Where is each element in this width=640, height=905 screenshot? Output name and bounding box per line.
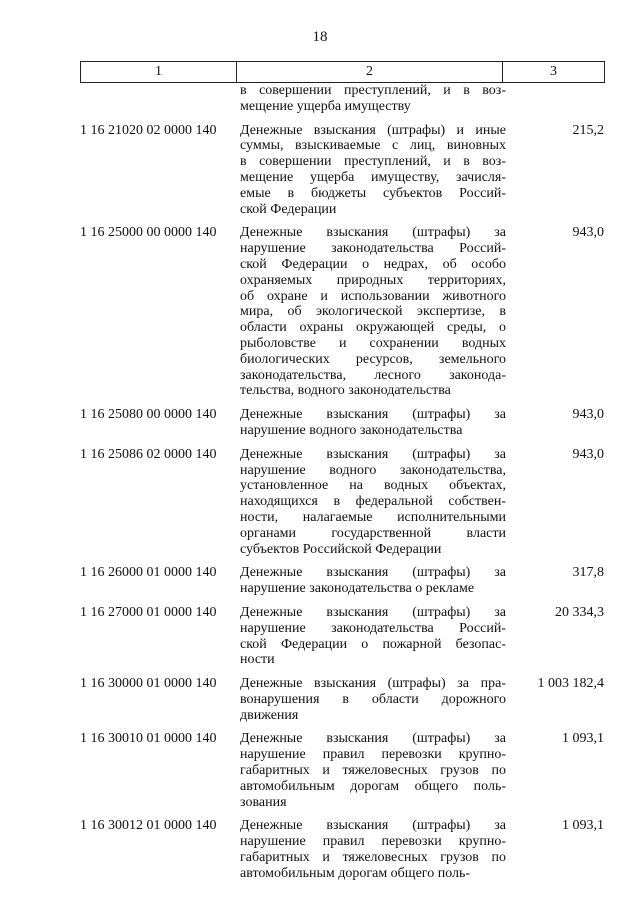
amount-value: 943,0	[572, 446, 604, 462]
revenue-name-line: об охране и использовании животного	[240, 288, 506, 304]
revenue-name-line: зования	[240, 794, 287, 810]
budget-code: 1 16 25086 02 0000 140	[80, 446, 217, 462]
revenue-name	[240, 217, 506, 399]
table-row	[80, 668, 604, 723]
revenue-name	[240, 810, 506, 881]
revenue-name-line: находящихся в федеральной собствен-	[240, 494, 506, 510]
table-row	[80, 399, 604, 439]
revenue-name-line: мещение ущерба имуществу, зачисля-	[240, 169, 506, 185]
table-row	[80, 597, 604, 668]
table-row	[80, 83, 604, 115]
amount-value: 1 093,1	[562, 731, 604, 747]
budget-code: 1 16 30010 01 0000 140	[80, 731, 217, 747]
revenue-name-line: Денежные взыскания (штрафы) за	[240, 407, 506, 423]
revenue-name	[240, 115, 506, 218]
table-row	[80, 115, 604, 218]
budget-code: 1 16 21020 02 0000 140	[80, 122, 217, 138]
budget-code	[80, 83, 240, 115]
revenue-name-line: в совершении преступлений, и в воз-	[240, 83, 506, 98]
revenue-name-line: Денежные взыскания (штрафы) за	[240, 818, 506, 834]
revenue-name-line: нарушение законодательства Россий-	[240, 241, 506, 257]
revenue-name-line: габаритных и тяжеловесных грузов по	[240, 850, 506, 866]
page-number: 18	[312, 29, 328, 45]
table-row	[80, 810, 604, 881]
revenue-name	[240, 83, 506, 115]
revenue-name-line: мещение ущерба имуществу	[240, 98, 411, 114]
amount-value: 943,0	[572, 225, 604, 241]
budget-code: 1 16 27000 01 0000 140	[80, 604, 217, 620]
revenue-name-line: ской Федерации о недрах, об особо	[240, 256, 506, 272]
column-header-3: 3	[503, 62, 605, 83]
revenue-name-line: рыболовстве и сохранении водных	[240, 335, 506, 351]
revenue-name-line: суммы, взыскиваемые с лиц, виновных	[240, 138, 506, 154]
revenue-name-line: габаритных и тяжеловесных грузов по	[240, 763, 506, 779]
revenue-name-line: вонарушения в области дорожного	[240, 691, 506, 707]
revenue-name-line: Денежные взыскания (штрафы) и иные	[240, 122, 506, 138]
revenue-name-line: нарушение правил перевозки крупно-	[240, 834, 506, 850]
revenue-name-line: автомобильным дорогам общего поль-	[240, 778, 506, 794]
amount-value	[506, 83, 604, 115]
revenue-name-line: ской Федерации о пожарной безопас-	[240, 636, 506, 652]
revenue-name-line: нарушение водного законодательства	[240, 422, 463, 438]
revenue-name-line: ности	[240, 652, 275, 668]
revenue-name-line: емые в бюджеты субъектов Россий-	[240, 185, 506, 201]
table-header	[80, 61, 605, 83]
revenue-name-line: тельства, водного законодательства	[240, 383, 451, 399]
amount-value: 1 003 182,4	[537, 676, 604, 692]
revenue-name-line: области охраны окружающей среды, о	[240, 320, 506, 336]
table-row	[80, 439, 604, 558]
revenue-name-line: органами государственной власти	[240, 525, 506, 541]
revenue-name	[240, 597, 506, 668]
revenue-table	[80, 83, 604, 882]
revenue-name-line: автомобильным дорогам общего поль-	[240, 865, 471, 881]
revenue-name-line: законодательства, лесного законода-	[240, 367, 506, 383]
amount-value: 215,2	[572, 122, 604, 138]
revenue-name	[240, 439, 506, 558]
revenue-name-line: биологических ресурсов, земельного	[240, 351, 506, 367]
revenue-name-line: ности, налагаемые исполнительными	[240, 509, 506, 525]
column-header-2: 2	[237, 62, 503, 83]
revenue-name-line: нарушение водного законодательства,	[240, 462, 506, 478]
revenue-name-line: Денежные взыскания (штрафы) за	[240, 446, 506, 462]
revenue-name-line: Денежные взыскания (штрафы) за	[240, 565, 506, 581]
revenue-name-line: установленное на водных объектах,	[240, 478, 506, 494]
budget-code: 1 16 30000 01 0000 140	[80, 676, 217, 692]
budget-code: 1 16 25080 00 0000 140	[80, 407, 217, 423]
revenue-name	[240, 668, 506, 723]
revenue-name-line: в совершении преступлений, и в воз-	[240, 154, 506, 170]
revenue-name-line: нарушение законодательства о рекламе	[240, 581, 475, 597]
revenue-name	[240, 557, 506, 597]
amount-value: 943,0	[572, 407, 604, 423]
revenue-name-line: Денежные взыскания (штрафы) за	[240, 731, 506, 747]
revenue-name-line: нарушение законодательства Россий-	[240, 620, 506, 636]
amount-value: 317,8	[572, 565, 604, 581]
revenue-name-line: охраняемых природных территориях,	[240, 272, 506, 288]
revenue-name-line: нарушение правил перевозки крупно-	[240, 747, 506, 763]
column-header-1: 1	[81, 62, 237, 83]
revenue-name-line: Денежные взыскания (штрафы) за	[240, 225, 506, 241]
revenue-name-line: субъектов Российской Федерации	[240, 541, 442, 557]
budget-code: 1 16 30012 01 0000 140	[80, 818, 217, 834]
table-row	[80, 723, 604, 810]
amount-value: 20 334,3	[555, 604, 604, 620]
revenue-name-line: Денежные взыскания (штрафы) за	[240, 604, 506, 620]
revenue-name-line: движения	[240, 707, 299, 723]
revenue-name-line: ской Федерации	[240, 201, 337, 217]
amount-value: 1 093,1	[562, 818, 604, 834]
budget-code: 1 16 25000 00 0000 140	[80, 225, 217, 241]
revenue-name-line: Денежные взыскания (штрафы) за пра-	[240, 676, 506, 692]
revenue-name	[240, 399, 506, 439]
table-row	[80, 217, 604, 399]
table-row	[80, 557, 604, 597]
budget-code: 1 16 26000 01 0000 140	[80, 565, 217, 581]
revenue-name-line: мира, об экологической экспертизе, в	[240, 304, 506, 320]
revenue-name	[240, 723, 506, 810]
